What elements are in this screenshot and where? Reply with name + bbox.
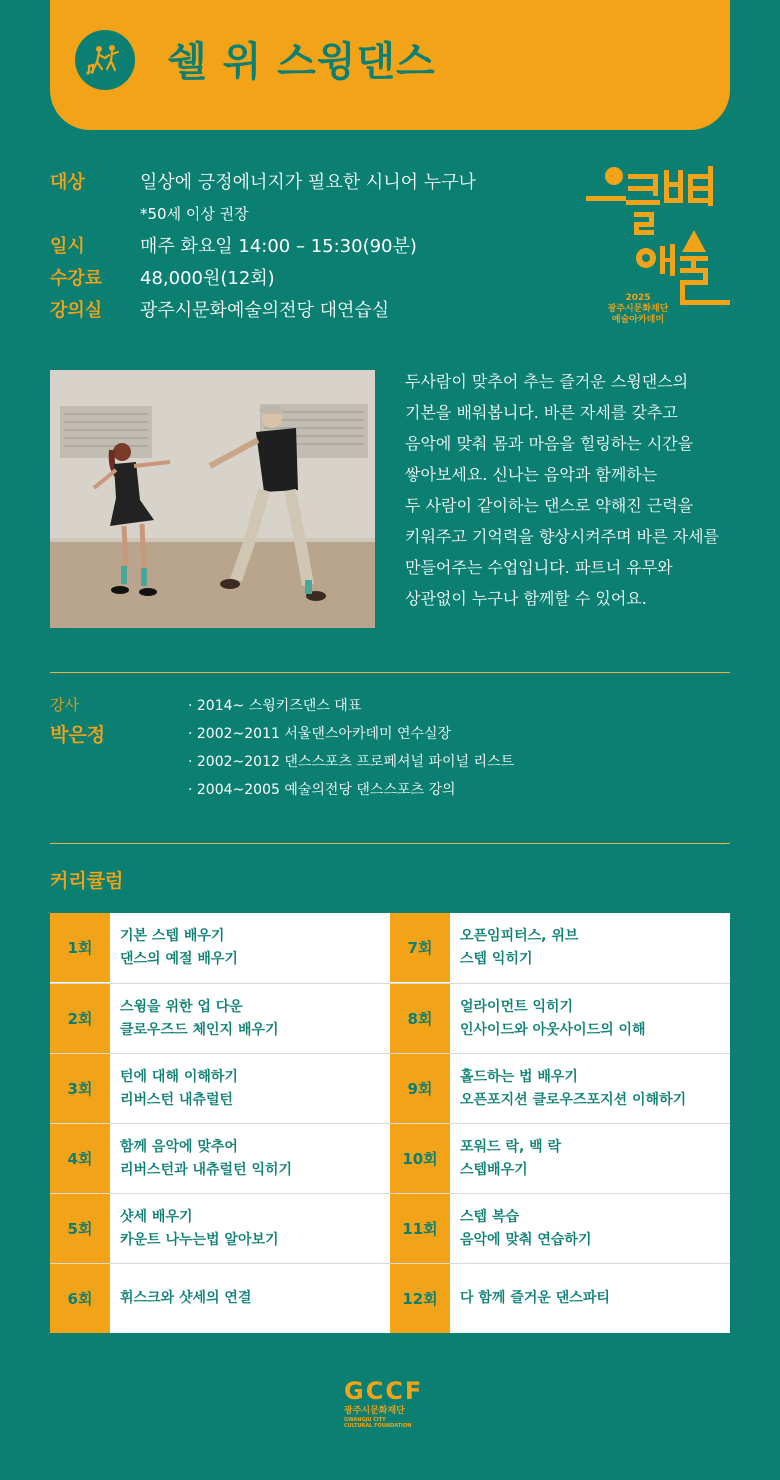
session-line: 샷세 배우기 — [120, 1208, 193, 1225]
session-line: 리버스턴 내츄럴턴 — [120, 1091, 234, 1108]
session-line: 스텝 복습 — [460, 1208, 519, 1225]
info-value: 48,000원(12회) — [140, 268, 275, 289]
session-line: 오픈포지션 클로우즈포지션 이해하기 — [460, 1091, 687, 1108]
course-description — [405, 366, 735, 614]
session-content — [450, 984, 720, 1053]
footer-logo — [344, 1378, 444, 1438]
session-number: 1회 — [50, 913, 110, 982]
logo-org: 광주시문화재단 — [607, 304, 669, 314]
session-number: 12회 — [390, 1264, 450, 1333]
session-number: 2회 — [50, 984, 110, 1053]
session-line: 휘스크와 샷세의 연결 — [120, 1290, 252, 1306]
session-content — [450, 1264, 720, 1333]
session-number: 5회 — [50, 1194, 110, 1263]
session-content — [110, 913, 380, 982]
dance-icon — [75, 30, 135, 90]
session-line: 턴에 대해 이해하기 — [120, 1068, 238, 1085]
session-number: 6회 — [50, 1264, 110, 1333]
description-line: 음악에 맞춰 몸과 마음을 힐링하는 시간을 — [405, 434, 694, 453]
instructor-name: 박은정 — [50, 724, 106, 746]
curriculum-row — [50, 1193, 730, 1263]
info-value: 매주 화요일 14:00 – 15:30(90분) — [140, 236, 417, 257]
session-line: 스텝배우기 — [460, 1161, 528, 1178]
info-value: *50세 이상 권장 — [140, 204, 249, 223]
session-line: 클로우즈드 체인지 배우기 — [120, 1021, 279, 1038]
info-label: 강의실 — [50, 300, 103, 321]
session-content — [450, 913, 720, 982]
info-value: 일상에 긍정에너지가 필요한 시니어 누구나 — [140, 172, 476, 193]
session-content — [110, 1124, 380, 1193]
instructor-label: 강사 — [50, 696, 79, 714]
logo-academy: 예술아카데미 — [611, 315, 665, 325]
session-content — [110, 1054, 380, 1123]
session-line: 음악에 맞춰 연습하기 — [460, 1231, 592, 1248]
info-room — [50, 293, 570, 325]
session-number: 8회 — [390, 984, 450, 1053]
description-line: 두 사람이 같이하는 댄스로 약해진 근력을 — [405, 496, 694, 515]
info-target — [50, 165, 570, 197]
program-logo — [582, 160, 732, 330]
session-number: 9회 — [390, 1054, 450, 1123]
session-line: 스윙을 위한 업 다운 — [120, 998, 243, 1015]
foundation-logo: GCCF — [344, 1377, 424, 1405]
foundation-name: 광주시문화재단 — [344, 1406, 405, 1416]
career-item: · 2002~2012 댄스스포츠 프로페셔널 파이널 리스트 — [188, 754, 515, 770]
session-content — [450, 1124, 720, 1193]
description-line: 상관없이 누구나 함께할 수 있어요. — [405, 589, 647, 608]
logo-year: 2025 — [625, 293, 651, 303]
session-line: 오픈임피터스, 위브 — [460, 927, 579, 944]
curriculum-row — [50, 1263, 730, 1333]
session-line: 카운트 나누는법 알아보기 — [120, 1231, 279, 1248]
session-content — [450, 1054, 720, 1123]
session-line: 스텝 익히기 — [460, 950, 533, 967]
session-number: 4회 — [50, 1124, 110, 1193]
session-line: 인사이드와 아웃사이드의 이해 — [460, 1021, 646, 1038]
career-item: · 2014~ 스윙키즈댄스 대표 — [188, 698, 362, 714]
info-schedule — [50, 229, 570, 261]
dance-photo — [50, 370, 375, 628]
info-value: 광주시문화예술의전당 대연습실 — [140, 300, 390, 321]
description-line: 만들어주는 수업입니다. 파트너 유무와 — [405, 558, 673, 577]
session-number: 7회 — [390, 913, 450, 982]
session-content — [450, 1194, 720, 1263]
foundation-en-line2: CULTURAL FOUNDATION — [344, 1423, 412, 1429]
section-divider — [50, 672, 730, 673]
info-fee — [50, 261, 570, 293]
career-item: · 2002~2011 서울댄스아카데미 연수실장 — [188, 726, 452, 742]
info-label: 수강료 — [50, 268, 103, 289]
description-line: 두사람이 맞추어 추는 즐거운 스윙댄스의 — [405, 372, 689, 391]
curriculum-row — [50, 983, 730, 1053]
session-line: 함께 음악에 맞추어 — [120, 1138, 238, 1155]
curriculum-row — [50, 913, 730, 983]
session-line: 다 함께 즐거운 댄스파티 — [460, 1290, 610, 1306]
curriculum-title: 커리큘럼 — [50, 870, 124, 892]
info-note — [50, 197, 570, 229]
description-line: 키워주고 기억력을 향상시켜주며 바른 자세를 — [405, 527, 720, 546]
session-number: 10회 — [390, 1124, 450, 1193]
session-content — [110, 1264, 380, 1333]
career-item: · 2004~2005 예술의전당 댄스스포츠 강의 — [188, 782, 456, 798]
description-line: 쌓아보세요. 신나는 음악과 함께하는 — [405, 465, 658, 484]
session-content — [110, 1194, 380, 1263]
session-line: 댄스의 예절 배우기 — [120, 950, 238, 967]
session-line: 기본 스텝 배우기 — [120, 927, 225, 944]
foundation-en-line1: GWANGJU CITY — [344, 1417, 386, 1423]
info-label: 일시 — [50, 236, 85, 257]
session-number: 11회 — [390, 1194, 450, 1263]
session-line: 홀드하는 법 배우기 — [460, 1068, 578, 1085]
curriculum-row — [50, 1053, 730, 1123]
description-line: 기본을 배워봅니다. 바른 자세를 갖추고 — [405, 403, 678, 422]
session-content — [110, 984, 380, 1053]
course-header — [50, 0, 730, 130]
course-info — [50, 165, 570, 325]
info-label: 대상 — [50, 172, 85, 193]
section-divider — [50, 843, 730, 844]
curriculum-table — [50, 913, 730, 1333]
session-line: 포워드 락, 백 락 — [460, 1138, 562, 1155]
page-title: 쉘 위 스윙댄스 — [168, 39, 436, 85]
instructor-career — [188, 692, 514, 804]
curriculum-row — [50, 1123, 730, 1193]
session-line: 얼라이먼트 익히기 — [460, 998, 574, 1015]
session-line: 리버스턴과 내츄럴턴 익히기 — [120, 1161, 293, 1178]
session-number: 3회 — [50, 1054, 110, 1123]
